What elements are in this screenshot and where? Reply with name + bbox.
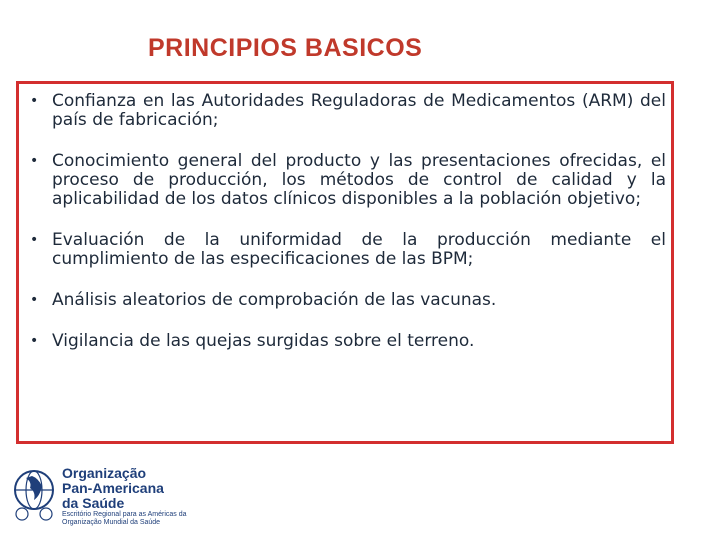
logo-name-line: Pan-Americana [62, 480, 164, 496]
logo-name-line: Organização [62, 465, 147, 481]
paho-emblem-icon [12, 466, 56, 522]
list-item [26, 152, 666, 209]
list-item [26, 92, 666, 130]
bullet-icon: • [30, 93, 39, 109]
list-item-text: Vigilancia de las quejas surgidas sobre el terreno. [52, 331, 475, 351]
bullet-icon: • [30, 333, 39, 349]
logo-name-line: da Saúde [62, 495, 125, 511]
bullet-icon: • [30, 292, 39, 308]
logo-subtitle-line: Escritório Regional para as Américas da [62, 511, 187, 518]
list-item [26, 332, 666, 351]
list-item [26, 291, 666, 310]
list-item-text: Confianza en las Autoridades Reguladoras de Medicamentos (ARM) del país de fabricación; [52, 91, 666, 130]
list-item-text: Evaluación de la uniformidad de la producción mediante el cumplimiento de las especificaciones de las BPM; [52, 230, 666, 269]
bullet-icon: • [30, 232, 39, 248]
opas-logo [12, 466, 212, 530]
logo-subtitle-line: Organização Mundial da Saúde [62, 519, 161, 526]
list-item-text: Análisis aleatorios de comprobación de las vacunas. [52, 290, 497, 310]
principles-list [26, 92, 666, 351]
slide-title: PRINCIPIOS BASICOS [148, 34, 423, 62]
list-item-text: Conocimiento general del producto y las presentaciones ofrecidas, el proceso de producción, los métodos de control de calidad y la aplicabilidad de los datos clínicos disponibles a la población objetivo; [52, 151, 666, 209]
bullet-icon: • [30, 153, 39, 169]
list-item [26, 231, 666, 269]
